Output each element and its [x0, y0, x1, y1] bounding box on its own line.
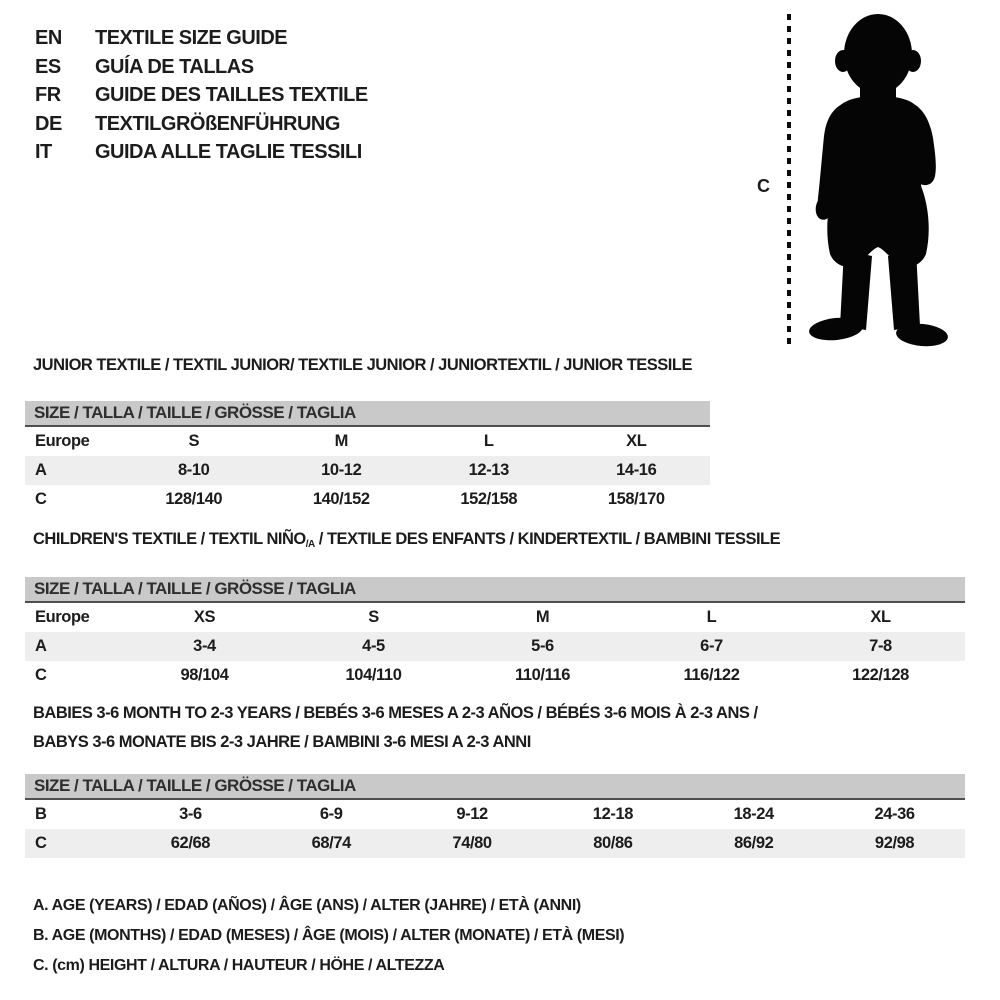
value-cell: 18-24	[733, 805, 774, 823]
row-label-cell: B	[35, 805, 47, 823]
value-cell: 98/104	[180, 666, 229, 684]
table-row	[25, 829, 965, 858]
legend-notes	[33, 891, 624, 981]
value-cell: M	[535, 608, 550, 626]
table-row	[25, 661, 965, 690]
children-section-title	[33, 530, 780, 550]
note-c: C. (cm) HEIGHT / ALTURA / HAUTEUR / HÖHE / ALTEZZA	[33, 957, 445, 974]
language-label: GUÍA DE TALLAS	[95, 55, 254, 78]
language-label: TEXTILE SIZE GUIDE	[95, 27, 288, 49]
table-row	[25, 456, 710, 485]
value-cell: 74/80	[452, 834, 492, 852]
junior-table	[25, 427, 710, 514]
children-table	[25, 603, 965, 690]
toddler-silhouette-icon	[806, 8, 956, 348]
language-code: FR	[35, 84, 61, 107]
children-title-suffix: / TEXTILE DES ENFANTS / KINDERTEXTIL / BAMBINI TESSILE	[314, 530, 781, 548]
value-cell: 14-16	[616, 461, 657, 479]
language-code: IT	[35, 141, 52, 164]
babies-title-line2: BABYS 3-6 MONATE BIS 2-3 JAHRE / BAMBINI 3-6 MESI A 2-3 ANNI	[33, 733, 531, 751]
value-cell: 122/128	[852, 666, 909, 684]
value-cell: 140/152	[312, 490, 370, 508]
value-cell: M	[334, 432, 348, 450]
value-cell: S	[368, 608, 379, 626]
row-label-cell: C	[35, 490, 47, 508]
value-cell: 7-8	[869, 637, 892, 655]
value-cell: XL	[626, 432, 647, 450]
language-row-en	[35, 24, 368, 53]
language-label: GUIDA ALLE TAGLIE TESSILI	[95, 141, 362, 164]
value-cell: 68/74	[311, 834, 351, 852]
row-label-cell: Europe	[35, 608, 90, 626]
value-cell: 104/110	[345, 666, 402, 684]
row-label-cell: Europe	[35, 432, 90, 450]
language-code: ES	[35, 55, 61, 78]
height-measure-label: C	[757, 176, 770, 196]
table-row	[25, 603, 965, 632]
value-cell: 10-12	[321, 461, 362, 479]
value-cell: 62/68	[170, 834, 211, 852]
value-cell: 3-4	[193, 637, 216, 655]
babies-table	[25, 800, 965, 858]
value-cell: 92/98	[874, 834, 915, 852]
language-row-es	[35, 53, 368, 82]
table-row	[25, 800, 965, 829]
babies-title-line1: BABIES 3-6 MONTH TO 2-3 YEARS / BEBÉS 3-6 MESES A 2-3 AÑOS / BÉBÉS 3-6 MOIS À 2-3 ANS /	[33, 704, 758, 722]
children-title-subscript: /A	[305, 539, 315, 550]
value-cell: 6-7	[700, 637, 723, 655]
value-cell: XL	[870, 608, 891, 626]
value-cell: 5-6	[531, 637, 554, 655]
note-a: A. AGE (YEARS) / EDAD (AÑOS) / ÂGE (ANS) / ALTER (JAHRE) / ETÀ (ANNI)	[33, 897, 581, 914]
height-measure-dashed-line	[787, 14, 791, 347]
babies-size-table	[25, 774, 965, 858]
note-b: B. AGE (MONTHS) / EDAD (MESES) / ÂGE (MOIS) / ALTER (MONATE) / ETÀ (MESI)	[33, 927, 625, 944]
table-row	[25, 632, 965, 661]
value-cell: 6-9	[319, 805, 343, 823]
language-label: TEXTILGRÖßENFÜHRUNG	[95, 112, 340, 135]
table-row	[25, 485, 710, 514]
value-cell: 158/170	[607, 490, 665, 508]
value-cell: L	[706, 608, 717, 626]
row-label-cell: C	[35, 834, 47, 852]
language-row-de	[35, 110, 368, 139]
junior-size-table	[25, 401, 710, 514]
language-legend	[35, 24, 368, 167]
value-cell: 80/86	[593, 834, 633, 852]
value-cell: 116/122	[683, 666, 740, 684]
value-cell: 9-12	[456, 805, 488, 823]
language-row-fr	[35, 81, 368, 110]
babies-section-title	[33, 699, 758, 757]
language-code: EN	[35, 27, 62, 49]
value-cell: 4-5	[362, 637, 385, 655]
value-cell: S	[188, 432, 200, 450]
value-cell: L	[483, 432, 494, 450]
size-header-band: SIZE / TALLA / TAILLE / GRÖSSE / TAGLIA	[25, 774, 965, 800]
value-cell: 12-18	[592, 805, 633, 823]
row-label-cell: C	[35, 666, 47, 684]
value-cell: 86/92	[734, 834, 774, 852]
value-cell: 24-36	[874, 805, 915, 823]
children-title-prefix: CHILDREN'S TEXTILE / TEXTIL NIÑO	[33, 530, 306, 548]
value-cell: 110/116	[514, 666, 571, 684]
language-label: GUIDE DES TAILLES TEXTILE	[95, 84, 368, 107]
value-cell: 12-13	[468, 461, 509, 479]
size-header-band: SIZE / TALLA / TAILLE / GRÖSSE / TAGLIA	[25, 577, 965, 603]
junior-section-title: JUNIOR TEXTILE / TEXTIL JUNIOR/ TEXTILE JUNIOR / JUNIORTEXTIL / JUNIOR TESSILE	[33, 356, 692, 374]
value-cell: 152/158	[460, 490, 518, 508]
children-size-table	[25, 577, 965, 690]
value-cell: 8-10	[178, 461, 210, 479]
value-cell: 128/140	[165, 490, 223, 508]
size-header-band: SIZE / TALLA / TAILLE / GRÖSSE / TAGLIA	[25, 401, 710, 427]
language-row-it	[35, 138, 368, 167]
value-cell: 3-6	[179, 805, 202, 823]
value-cell: XS	[193, 608, 216, 626]
row-label-cell: A	[35, 637, 47, 655]
language-code: DE	[35, 112, 62, 135]
row-label-cell: A	[35, 461, 47, 479]
table-row	[25, 427, 710, 456]
